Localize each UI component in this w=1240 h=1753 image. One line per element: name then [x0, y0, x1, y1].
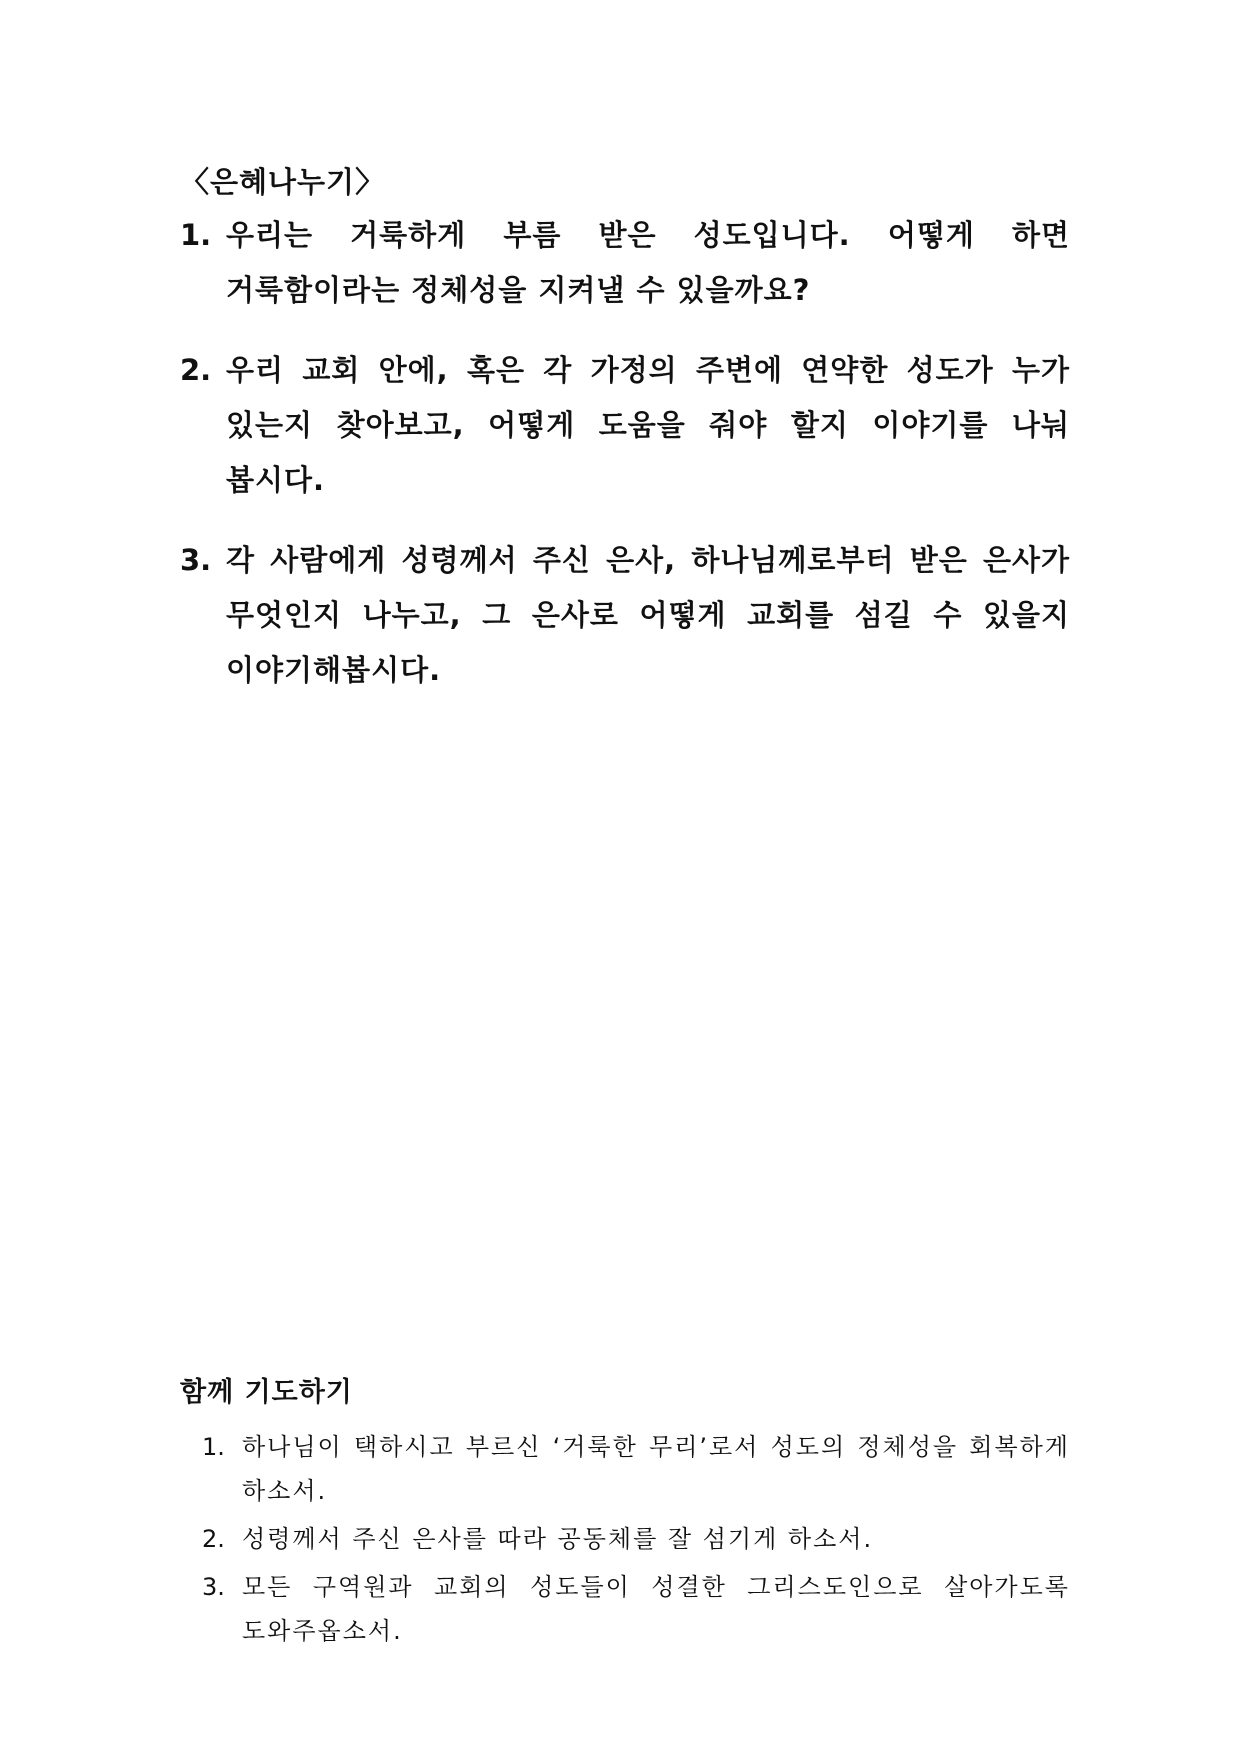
section-title-grace-sharing: 〈은혜나누기〉 — [180, 165, 386, 199]
prayer-number: 3. — [202, 1573, 225, 1601]
prayer-text: 하나님이 택하시고 부르신 ‘거룩한 무리’로서 성도의 정체성을 회복하게 하소서. — [242, 1433, 1070, 1505]
prayer-number: 2. — [202, 1525, 225, 1553]
prayer-item — [202, 1517, 1070, 1561]
question-item — [180, 533, 1070, 698]
prayer-text: 모든 구역원과 교회의 성도들이 성결한 그리스도인으로 살아가도록 도와주옵소서. — [242, 1573, 1070, 1645]
question-item — [180, 343, 1070, 508]
question-text: 우리는 거룩하게 부름 받은 성도입니다. 어떻게 하면 거룩함이라는 정체성을 지켜낼 수 있을까요? — [226, 218, 1070, 307]
question-number: 2. — [180, 353, 212, 387]
grace-sharing-section — [180, 160, 1070, 698]
question-text: 우리 교회 안에, 혹은 각 가정의 주변에 연약한 성도가 누가 있는지 찾아보고, 어떻게 도움을 줘야 할지 이야기를 나눠 봅시다. — [226, 353, 1070, 497]
prayer-text: 성령께서 주신 은사를 따라 공동체를 잘 섬기게 하소서. — [242, 1525, 874, 1553]
question-number: 3. — [180, 543, 212, 577]
prayer-list — [180, 1425, 1070, 1653]
section-title-prayer: 함께 기도하기 — [180, 1377, 353, 1408]
prayer-item — [202, 1425, 1070, 1513]
prayer-item — [202, 1565, 1070, 1653]
question-item — [180, 208, 1070, 318]
question-number: 1. — [180, 218, 212, 252]
prayer-number: 1. — [202, 1433, 225, 1461]
question-text: 각 사람에게 성령께서 주신 은사, 하나님께로부터 받은 은사가 무엇인지 나누고, 그 은사로 어떻게 교회를 섬길 수 있을지 이야기해봅시다. — [226, 543, 1070, 687]
prayer-section — [180, 1373, 1070, 1653]
